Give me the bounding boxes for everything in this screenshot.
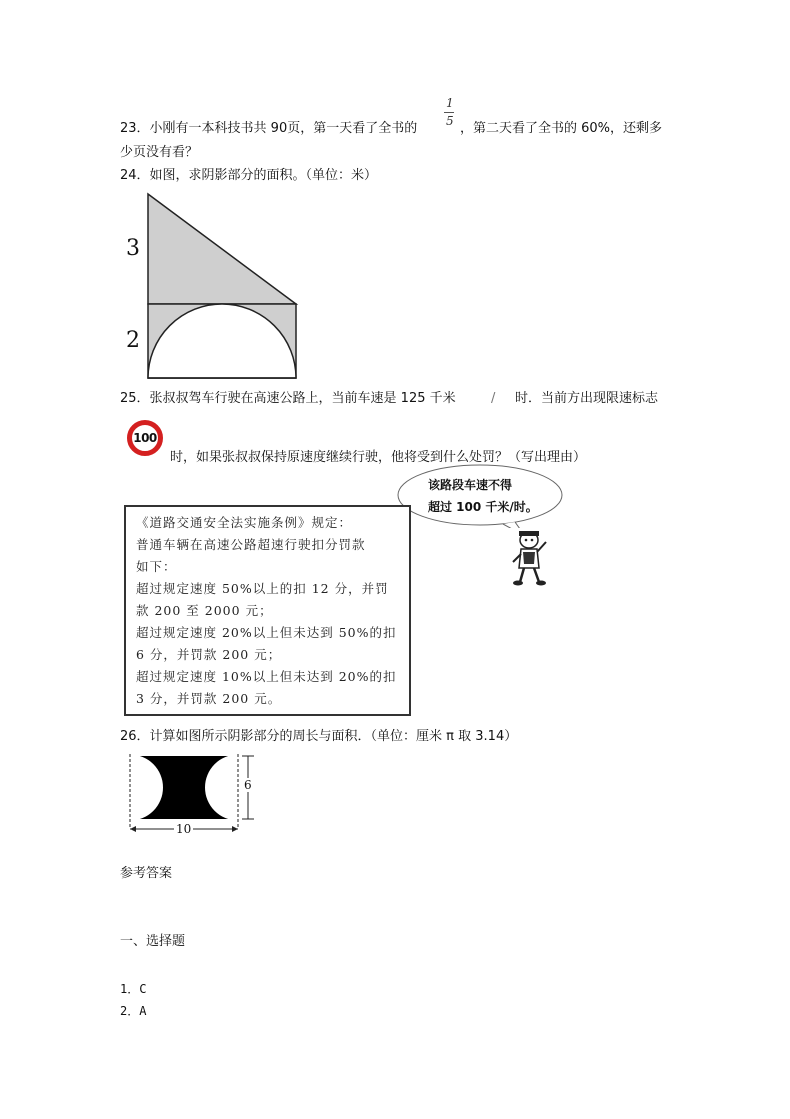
q23-line1-a: 23．小刚有一本科技书共 90页，第一天看了全书的 xyxy=(120,121,418,136)
police-cartoon-icon xyxy=(508,528,550,586)
regulation-line: 款 200 至 2000 元； xyxy=(136,603,273,618)
answer-item: 1．C xyxy=(120,982,147,996)
q23-line1-b: ，第二天看了全书的 60%，还剩多 xyxy=(460,121,663,136)
speech-bubble xyxy=(397,464,563,528)
q24-figure xyxy=(120,188,310,384)
fraction-denominator: 5 xyxy=(446,114,454,128)
q25-line2: 时，如果张叔叔保持原速度继续行驶，他将受到什么处罚？（写出理由） xyxy=(170,450,587,465)
dim-width-label: 10 xyxy=(176,822,192,836)
q26-figure xyxy=(124,750,264,840)
fraction-numerator: 1 xyxy=(446,96,454,110)
regulation-line: 《道路交通安全法实施条例》规定： xyxy=(136,515,353,530)
label-height-2: 2 xyxy=(126,328,140,353)
regulation-box xyxy=(124,505,411,716)
answer-item: 2．A xyxy=(120,1004,147,1018)
bubble-line1: 该路段车速不得 xyxy=(428,478,513,492)
regulation-line: 普通车辆在高速公路超速行驶扣分罚款 xyxy=(136,537,366,552)
dim-height-label: 6 xyxy=(244,778,252,792)
q25-line1-b: 时．当前方出现限速标志 xyxy=(515,391,659,406)
q25-line1-a: 25．张叔叔驾车行驶在高速公路上，当前车速是 125 千米 xyxy=(120,391,456,406)
fraction-bar xyxy=(444,112,454,113)
answers-section: 一、选择题 xyxy=(120,934,186,949)
speed-limit-sign xyxy=(127,420,163,456)
regulation-line: 超过规定速度 10%以上但未达到 20%的扣 xyxy=(136,669,397,684)
regulation-line: 6 分，并罚款 200 元； xyxy=(136,647,282,662)
regulation-line: 超过规定速度 50%以上的扣 12 分，并罚 xyxy=(136,581,389,596)
label-height-3: 3 xyxy=(126,236,140,261)
shaded-triangle xyxy=(148,194,296,304)
q25-slash: / xyxy=(491,391,496,406)
q23-line2: 少页没有看？ xyxy=(120,145,199,160)
regulation-line: 如下： xyxy=(136,559,177,574)
bubble-line2: 超过 100 千米/时。 xyxy=(428,500,538,514)
answers-heading: 参考答案 xyxy=(120,866,173,881)
q24-text: 24．如图，求阴影部分的面积。（单位：米） xyxy=(120,168,378,183)
regulation-line: 3 分，并罚款 200 元。 xyxy=(136,691,282,706)
regulation-line: 超过规定速度 20%以上但未达到 50%的扣 xyxy=(136,625,397,640)
speed-limit-value: 100 xyxy=(133,431,157,445)
q26-text: 26．计算如图所示阴影部分的周长与面积．（单位：厘米 π 取 3.14） xyxy=(120,729,518,744)
